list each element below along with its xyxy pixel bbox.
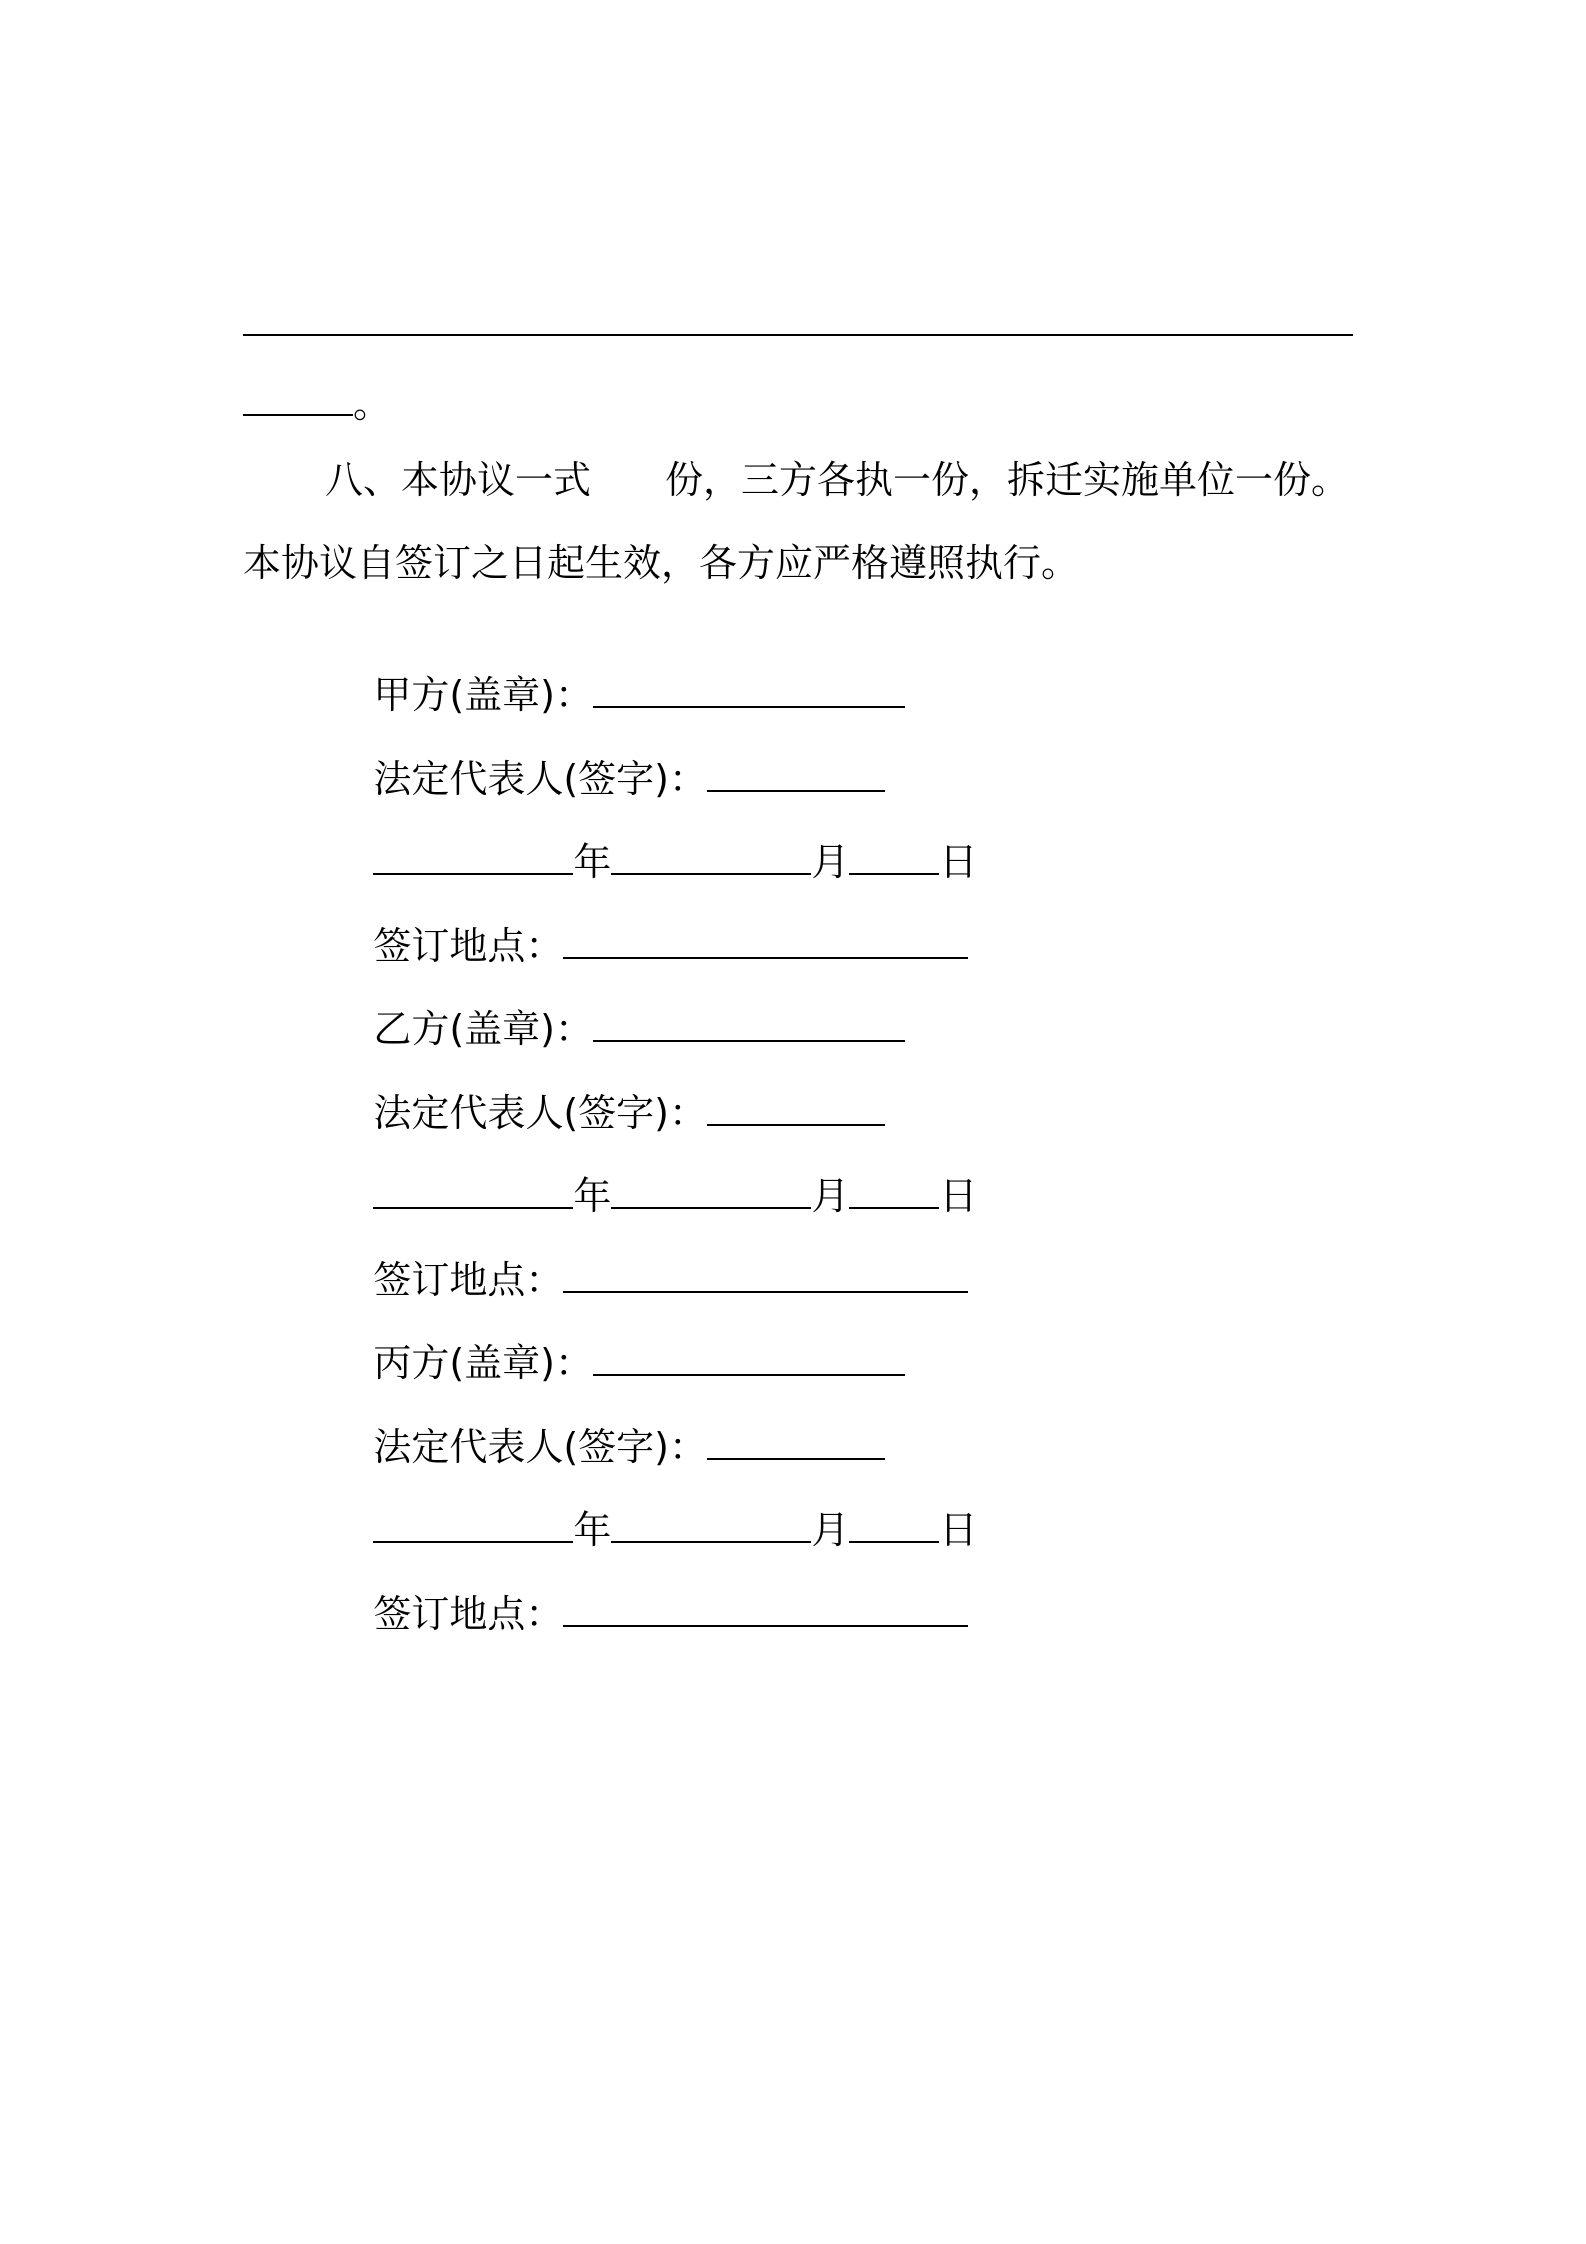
fill-in-blank-line [243, 334, 1353, 336]
party-b-month-blank [611, 1175, 811, 1209]
party-c-place-row [325, 1542, 968, 1686]
party-b-place-blank [563, 1259, 968, 1293]
fill-in-blank-line-tail [243, 414, 353, 416]
party-b-day-blank [849, 1175, 939, 1209]
party-b-month-label: 月 [811, 1174, 850, 1218]
party-a-year-blank [373, 841, 573, 875]
party-b-seal-blank [593, 1008, 905, 1042]
party-a-rep-blank [707, 758, 885, 792]
party-a-month-blank [611, 841, 811, 875]
party-a-rep-label: 法定代表人(签字)： [373, 757, 707, 801]
party-b-rep-label: 法定代表人(签字)： [373, 1091, 707, 1135]
party-c-place-label: 签订地点： [373, 1592, 564, 1636]
party-b-year-blank [373, 1175, 573, 1209]
party-c-seal-blank [593, 1342, 905, 1376]
party-b-year-label: 年 [573, 1174, 612, 1218]
party-c-month-label: 月 [811, 1508, 850, 1552]
party-a-year-label: 年 [573, 840, 612, 884]
party-c-rep-label: 法定代表人(签字)： [373, 1425, 707, 1469]
party-b-day-label: 日 [939, 1174, 978, 1218]
party-c-day-label: 日 [939, 1508, 978, 1552]
clause-8-line-1-part-b: 份，三方各执一份，拆迁实施单位一份。 [665, 458, 1350, 502]
party-c-place-blank [563, 1593, 968, 1627]
party-c-seal-label: 丙方(盖章)： [373, 1341, 593, 1385]
clause-8-line-2: 本协议自签订之日起生效，各方应严格遵照执行。 [243, 541, 1080, 585]
party-b-seal-label: 乙方(盖章)： [373, 1007, 593, 1051]
party-b-place-label: 签订地点： [373, 1258, 564, 1302]
party-a-day-blank [849, 841, 939, 875]
party-a-seal-label: 甲方(盖章)： [373, 673, 593, 717]
party-c-month-blank [611, 1509, 811, 1543]
party-a-place-label: 签订地点： [373, 924, 564, 968]
party-c-year-label: 年 [573, 1508, 612, 1552]
clause-8-line-1-part-a: 八、本协议一式 [325, 458, 592, 502]
party-b-rep-blank [707, 1092, 885, 1126]
party-a-place-blank [563, 925, 968, 959]
tail-period: 。 [353, 382, 392, 426]
party-a-day-label: 日 [939, 840, 978, 884]
party-c-day-blank [849, 1509, 939, 1543]
party-a-month-label: 月 [811, 840, 850, 884]
party-c-rep-blank [707, 1426, 885, 1460]
party-c-year-blank [373, 1509, 573, 1543]
party-a-seal-blank [593, 674, 905, 708]
